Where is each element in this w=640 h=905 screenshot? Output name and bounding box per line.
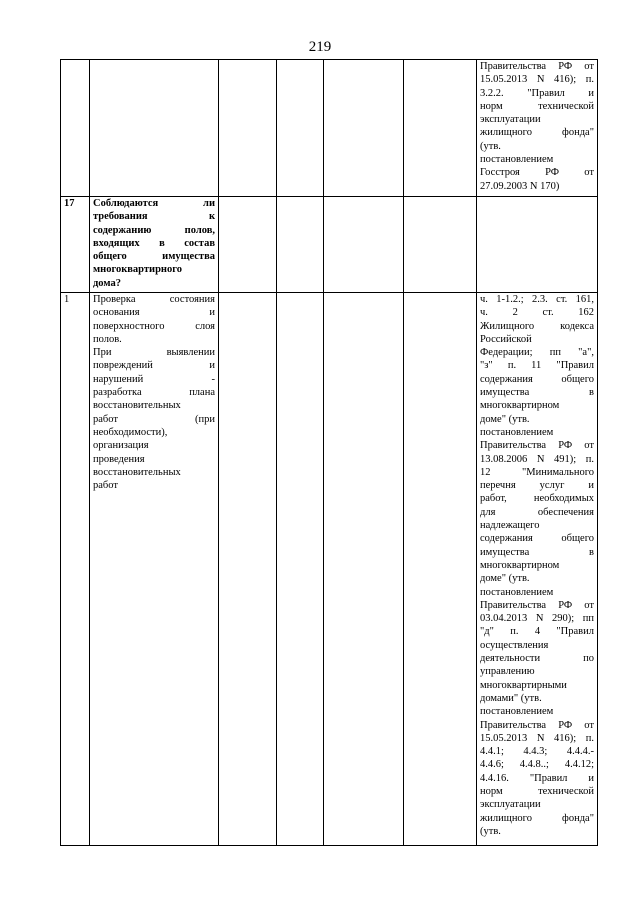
text-line: При выявлении: [93, 347, 215, 359]
table-row: [61, 60, 598, 197]
text-line: ч. 1-1.2.; 2.3. ст. 161,: [480, 294, 594, 305]
text-line: 03.04.2013 N 290); пп: [480, 613, 594, 625]
text-line: Правительства РФ от: [480, 719, 594, 731]
text-line: деятельности по: [480, 653, 594, 665]
text-line: Госстроя РФ от: [480, 167, 594, 179]
text-line: постановлением: [480, 586, 554, 598]
text-line: Федерации; пп "а",: [480, 347, 594, 359]
text-line: входящих в состав: [93, 237, 215, 249]
text-line: работ: [93, 480, 118, 492]
text-line: 15.05.2013 N 416); п.: [480, 74, 594, 86]
text-line: работ, необходимых: [480, 493, 594, 505]
text-line: Жилищного кодекса: [480, 320, 594, 332]
text-line: нарушений -: [93, 373, 215, 385]
requirements-table: [60, 59, 598, 846]
text-line: многоквартирными: [480, 679, 567, 691]
text-line: содержанию полов,: [93, 224, 215, 236]
page-number: 219: [308, 39, 332, 55]
empty-cell: [324, 60, 404, 197]
text-line: полов.: [93, 333, 122, 345]
text-line: имущества в: [480, 387, 594, 399]
row-number-cell: 1: [61, 293, 90, 846]
text-line: управлению: [480, 666, 535, 678]
empty-cell: [277, 197, 324, 293]
empty-cell: [277, 293, 324, 846]
text-line: перечня услуг и: [480, 480, 594, 492]
text-line: многоквартирном: [480, 400, 560, 412]
table-row: [61, 293, 598, 846]
empty-cell: [219, 197, 277, 293]
requirement-cell: [90, 60, 219, 197]
text-line: домами" (утв.: [480, 692, 542, 704]
text-line: эксплуатации: [480, 114, 541, 126]
text-line: восстановительных: [93, 466, 181, 478]
text-line: содержания общего: [480, 533, 594, 545]
empty-cell: [219, 60, 277, 197]
text-line: норм технической: [480, 100, 594, 112]
row-number-cell: [61, 60, 90, 197]
text-line: доме" (утв.: [480, 413, 530, 425]
text-line: "д" п. 4 "Правил: [480, 626, 594, 638]
text-line: 3.2.2. "Правил и: [480, 87, 594, 99]
empty-cell: [277, 60, 324, 197]
norms-cell: [477, 60, 598, 197]
requirement-cell: [90, 197, 219, 293]
text-line: постановлением: [480, 154, 554, 166]
text-line: имущества в: [480, 546, 594, 558]
text-line: жилищного фонда": [480, 127, 594, 139]
text-line: 12 "Минимального: [480, 466, 594, 478]
empty-cell: [404, 60, 477, 197]
table-row: [61, 197, 598, 293]
text-line: эксплуатации: [480, 799, 541, 811]
text-line: постановлением: [480, 706, 554, 718]
text-line: 4.4.6; 4.4.8..; 4.4.12;: [480, 759, 594, 771]
text-line: Правительства РФ от: [480, 61, 594, 72]
text-line: многоквартирного: [93, 264, 182, 276]
text-line: Правительства РФ от: [480, 599, 594, 611]
text-line: норм технической: [480, 785, 594, 797]
text-line: разработка плана: [93, 387, 215, 399]
text-line: восстановительных: [93, 400, 181, 412]
text-line: Правительства РФ от: [480, 440, 594, 452]
text-line: Проверка состояния: [93, 294, 215, 305]
text-line: (утв.: [480, 825, 501, 837]
text-line: Российской: [480, 333, 532, 345]
text-line: 13.08.2006 N 491); п.: [480, 453, 594, 465]
text-line: многоквартирном: [480, 559, 560, 571]
text-line: доме" (утв.: [480, 573, 530, 585]
text-line: основания и: [93, 307, 215, 319]
text-line: работ (при: [93, 413, 215, 425]
empty-cell: [404, 293, 477, 846]
text-line: жилищного фонда": [480, 812, 594, 824]
text-line: дома?: [93, 277, 121, 289]
text-line: требования к: [93, 211, 215, 223]
text-line: общего имущества: [93, 251, 215, 263]
text-line: ч. 2 ст. 162: [480, 307, 594, 319]
text-line: 4.4.16. "Правил и: [480, 772, 594, 784]
requirement-cell: [90, 293, 219, 846]
text-line: "з" п. 11 "Правил: [480, 360, 594, 372]
text-line: для обеспечения: [480, 506, 594, 518]
text-line: постановлением: [480, 426, 554, 438]
text-line: Соблюдаются ли: [93, 198, 215, 209]
empty-cell: [324, 197, 404, 293]
empty-cell: [404, 197, 477, 293]
empty-cell: [219, 293, 277, 846]
text-line: поверхностного слоя: [93, 320, 215, 332]
norms-cell: [477, 293, 598, 846]
text-line: повреждений и: [93, 360, 215, 372]
text-line: 27.09.2003 N 170): [480, 180, 560, 192]
text-line: необходимости),: [93, 426, 168, 438]
text-line: (утв.: [480, 140, 501, 152]
text-line: осуществления: [480, 639, 549, 651]
text-line: надлежащего: [480, 520, 540, 532]
norms-cell: [477, 197, 598, 293]
text-line: организация: [93, 440, 149, 452]
row-number-cell: 17: [61, 197, 90, 293]
text-line: проведения: [93, 453, 145, 465]
text-line: 15.05.2013 N 416); п.: [480, 732, 594, 744]
empty-cell: [324, 293, 404, 846]
text-line: 4.4.1; 4.4.3; 4.4.4.-: [480, 746, 594, 758]
text-line: содержания общего: [480, 373, 594, 385]
